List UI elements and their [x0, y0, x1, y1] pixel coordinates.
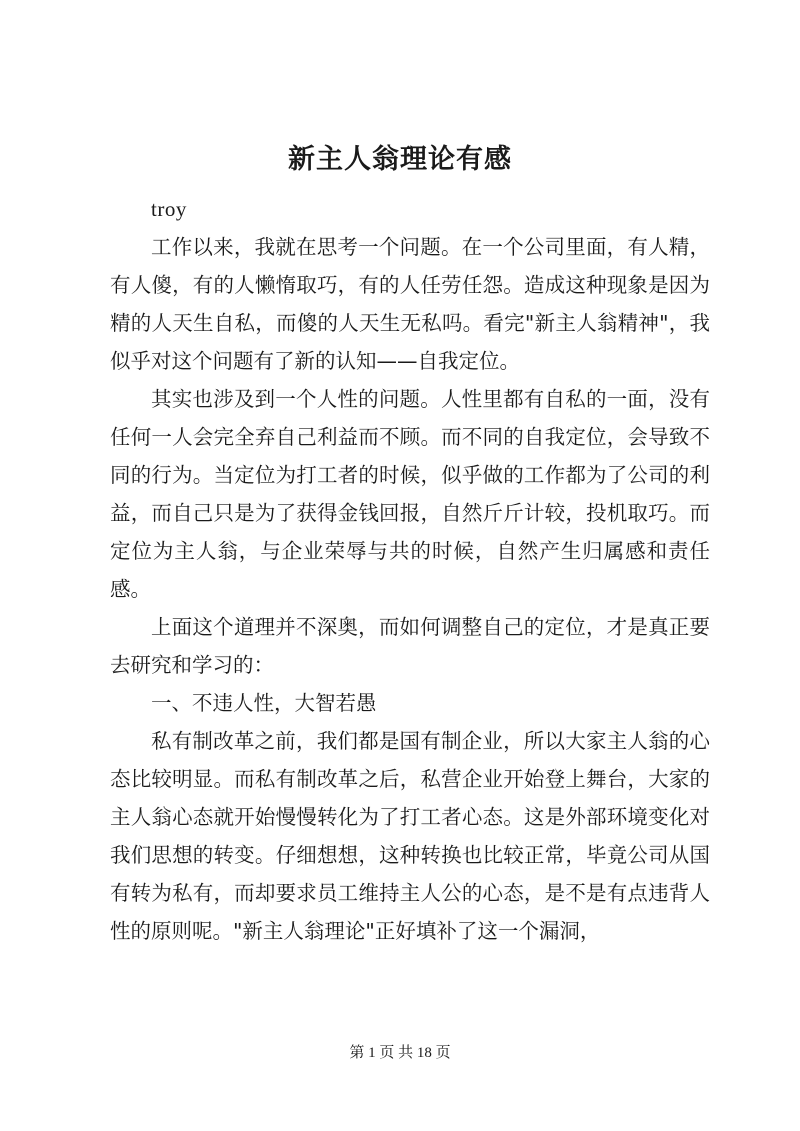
paragraph-1: 工作以来，我就在思考一个问题。在一个公司里面，有人精，有人傻，有的人懒惰取巧，有的人任劳任怨。造成这种现象是因为精的人天生自私，而傻的人天生无私吗。看完"新主人翁精神"，我似乎对这个问题有了新的认知——自我定位。 [110, 235, 710, 373]
section-heading: 一、不违人性，大智若愚 [151, 691, 377, 715]
paragraph-4: 私有制改革之前，我们都是国有制企业，所以大家主人翁的心态比较明显。而私有制改革之后，私营企业开始登上舞台，大家的主人翁心态就开始慢慢转化为了打工者心态。这是外部环境变化对我们思想的转变。仔细想想，这种转换也比较正常，毕竟公司从国有转为私有，而却要求员工维持主人公的心态，是不是有点违背人性的原则呢。"新主人翁理论"正好填补了这一个漏洞， [110, 729, 710, 943]
author-line: troy [151, 197, 187, 221]
document-title: 新主人翁理论有感 [288, 144, 512, 175]
page-footer: 第 1 页 共 18 页 [349, 1045, 451, 1061]
paragraph-3: 上面这个道理并不深奥，而如何调整自己的定位，才是真正要去研究和学习的： [110, 615, 710, 677]
document-body [110, 190, 710, 950]
paragraph-2: 其实也涉及到一个人性的问题。人性里都有自私的一面，没有任何一人会完全弃自己利益而不顾。而不同的自我定位，会导致不同的行为。当定位为打工者的时候，似乎做的工作都为了公司的利益，而自己只是为了获得金钱回报，自然斤斤计较，投机取巧。而定位为主人翁，与企业荣辱与共的时候，自然产生归属感和责任感。 [110, 387, 710, 601]
